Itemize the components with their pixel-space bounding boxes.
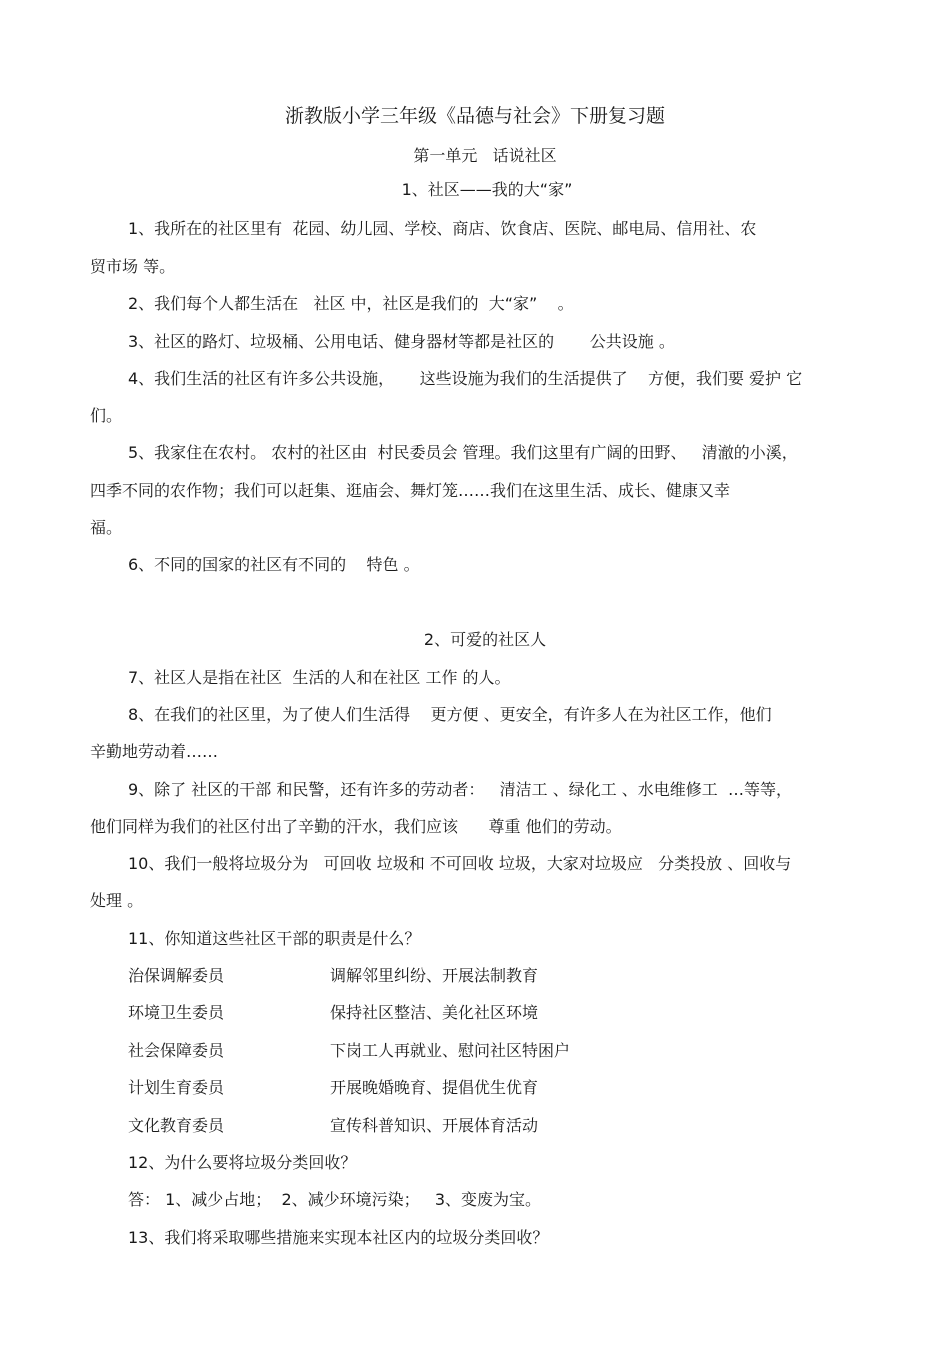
question-5-line-2: 四季不同的农作物；我们可以赶集、逛庙会、舞灯笼……我们在这里生活、成长、健康又幸 bbox=[90, 481, 731, 500]
question-12-answer: 答： 1、减少占地； 2、减少环境污染； 3、变废为宝。 bbox=[128, 1190, 542, 1209]
question-10-line-1: 10、我们一般将垃圾分为 可回收 垃圾和 不可回收 垃圾，大家对垃圾应 分类投放 、回收与 bbox=[128, 854, 792, 873]
question-1-line-1: 1、我所在的社区里有 花园、幼儿园、学校、商店、饮食店、医院、邮电局、信用社、农 bbox=[128, 219, 757, 238]
duty-description: 开展晚婚晚育、提倡优生优育 bbox=[330, 1078, 539, 1097]
duty-role: 治保调解委员 bbox=[128, 966, 225, 985]
question-8-line-1: 8、在我们的社区里，为了使人们生活得 更方便 、更安全，有许多人在为社区工作，他们 bbox=[128, 705, 772, 724]
question-7: 7、社区人是指在社区 生活的人和在社区 工作 的人。 bbox=[128, 668, 511, 687]
duty-role: 文化教育委员 bbox=[128, 1116, 225, 1135]
question-8-line-2: 辛勤地劳动着…… bbox=[90, 742, 219, 761]
lesson-heading-1: 1、社区——我的大“家” bbox=[401, 180, 573, 199]
duty-description: 下岗工人再就业、慰问社区特困户 bbox=[330, 1041, 571, 1060]
duty-role: 社会保障委员 bbox=[128, 1041, 225, 1060]
question-1-line-2: 贸市场 等。 bbox=[90, 257, 176, 276]
question-4-line-1: 4、我们生活的社区有许多公共设施， 这些设施为我们的生活提供了 方便，我们要 爱护 它 bbox=[128, 369, 803, 388]
question-3: 3、社区的路灯、垃圾桶、公用电话、健身器材等都是社区的 公共设施 。 bbox=[128, 332, 675, 351]
duty-description: 宣传科普知识、开展体育活动 bbox=[330, 1116, 539, 1135]
question-5-line-1: 5、我家住在农村。 农村的社区由 村民委员会 管理。我们这里有广阔的田野、 清澈的小溪， bbox=[128, 443, 798, 462]
duty-description: 保持社区整洁、美化社区环境 bbox=[330, 1003, 539, 1022]
question-2: 2、我们每个人都生活在 社区 中，社区是我们的 大“家” 。 bbox=[128, 294, 574, 313]
duty-role: 环境卫生委员 bbox=[128, 1003, 225, 1022]
lesson-heading-2: 2、可爱的社区人 bbox=[423, 630, 547, 649]
duty-role: 计划生育委员 bbox=[128, 1078, 225, 1097]
question-6: 6、不同的国家的社区有不同的 特色 。 bbox=[128, 555, 420, 574]
question-5-line-3: 福。 bbox=[90, 518, 123, 537]
question-4-line-2: 们。 bbox=[90, 406, 123, 425]
document-title: 浙教版小学三年级《品德与社会》下册复习题 bbox=[284, 105, 665, 127]
question-11: 11、你知道这些社区干部的职责是什么？ bbox=[128, 929, 421, 948]
unit-heading: 第一单元 话说社区 bbox=[413, 146, 557, 165]
duty-description: 调解邻里纠纷、开展法制教育 bbox=[330, 966, 539, 985]
question-12: 12、为什么要将垃圾分类回收？ bbox=[128, 1153, 357, 1172]
question-9-line-2: 他们同样为我们的社区付出了辛勤的汗水，我们应该 尊重 他们的劳动。 bbox=[90, 817, 622, 836]
question-13: 13、我们将采取哪些措施来实现本社区内的垃圾分类回收？ bbox=[128, 1228, 549, 1247]
question-10-line-2: 处理 。 bbox=[90, 891, 144, 910]
question-9-line-1: 9、除了 社区的干部 和民警，还有许多的劳动者： 清洁工 、绿化工 、水电维修工 …等等， bbox=[128, 780, 792, 799]
